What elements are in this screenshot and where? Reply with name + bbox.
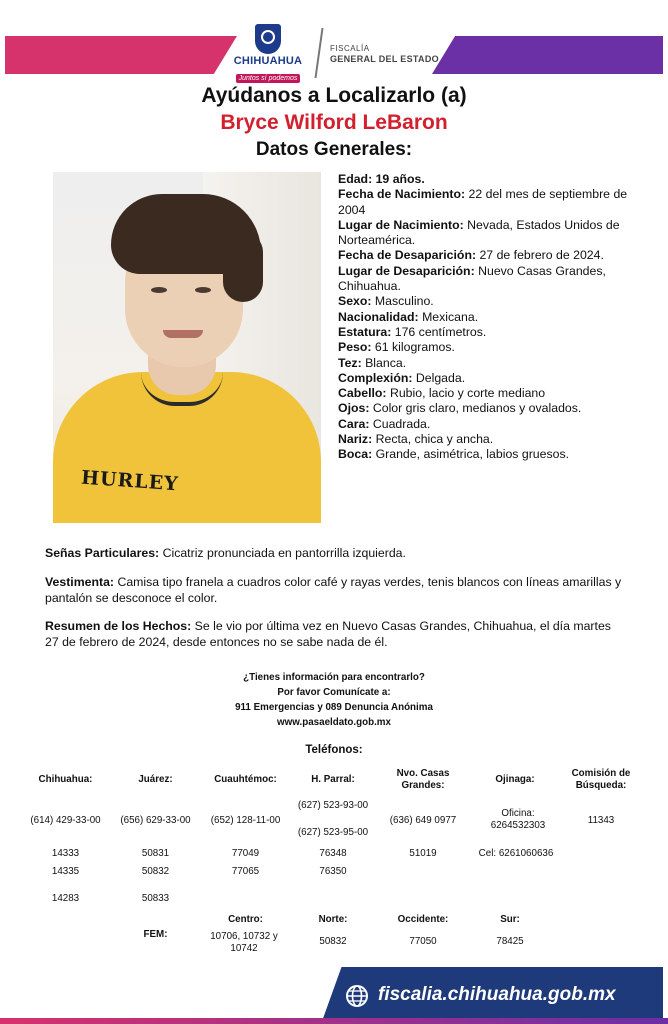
detail-fecha-nacimiento <box>338 187 638 218</box>
detail-sexo <box>338 294 638 309</box>
chihuahua-logo <box>232 24 304 85</box>
phone-header-juarez: Juárez: <box>138 774 173 785</box>
section-title: Datos Generales: <box>255 139 413 160</box>
phone-ojinaga-cell: Cel: 6261060636 <box>478 848 554 859</box>
header-divider <box>314 28 323 78</box>
ext-parral-1: 76348 <box>319 848 347 859</box>
detail-value: Blanca. <box>365 355 407 370</box>
ext-juarez-1: 50831 <box>141 848 170 859</box>
phone-header-chihuahua: Chihuahua: <box>38 774 93 785</box>
footer-strip <box>0 1018 668 1024</box>
resumen-value: Se le vio por última vez en Nuevo Casas Grandes, Chihuahua, el día martes 27 de febrero de 2024, desde entonces no se sabe nada de él. <box>45 619 611 649</box>
senas-particulares <box>45 545 625 561</box>
ext-juarez-3: 50833 <box>141 893 170 904</box>
emergency-numbers: 911 Emergencias y 089 Denuncia Anónima <box>235 702 433 713</box>
details-list <box>338 172 638 463</box>
ext-cuauhtemoc-2: 77065 <box>231 866 260 877</box>
logo-name: CHIHUAHUA <box>233 55 303 67</box>
detail-value: Nuevo Casas Grandes, Chihuahua. <box>338 263 606 294</box>
phone-cuauhtemoc-main: (652) 128-11-00 <box>210 815 281 826</box>
phone-header-centro: Centro: <box>228 914 263 925</box>
detail-value: Rubio, lacio y corte mediano <box>389 386 546 401</box>
phone-ojinaga-office: Oficina: 6264532303 <box>490 808 546 831</box>
detail-label: Complexión: <box>338 370 413 385</box>
ext-centro: 10706, 10732 y 10742 <box>210 931 278 954</box>
phone-header-nvo-casas: Nvo. Casas Grandes: <box>396 768 450 791</box>
agency-name <box>330 43 439 65</box>
photo-hair-side <box>223 232 263 302</box>
phone-header-occidente: Occidente: <box>397 914 449 925</box>
contact-question: ¿Tienes información para encontrarlo? <box>243 672 425 683</box>
detail-label: Boca: <box>338 447 373 462</box>
person-photo <box>53 172 321 523</box>
photo-eye-left <box>151 287 167 293</box>
resumen-hechos <box>45 618 625 650</box>
detail-label: Edad: <box>338 172 373 186</box>
shirt-logo-text: HURLEY <box>80 466 180 496</box>
page-title: Ayúdanos a Localizarlo (a) <box>201 84 467 107</box>
ext-sur: 78425 <box>496 936 524 947</box>
detail-label: Nariz: <box>338 432 373 447</box>
ext-chihuahua-3: 14283 <box>51 893 80 904</box>
phone-chihuahua-main: (614) 429-33-00 <box>30 815 101 826</box>
phone-header-parral: H. Parral: <box>311 774 355 785</box>
phone-parral-main: (627) 523-93-00 <box>297 800 369 811</box>
phones-title: Teléfonos: <box>305 744 363 756</box>
detail-complexion <box>338 371 638 386</box>
vestimenta <box>45 574 625 606</box>
header-band-right <box>432 36 663 74</box>
ext-cuauhtemoc-1: 77049 <box>231 848 260 859</box>
phone-comision-main: 11343 <box>587 815 615 826</box>
detail-label: Estatura: <box>338 324 392 339</box>
globe-icon <box>345 984 369 1008</box>
detail-value: Nevada, Estados Unidos de Norteamérica. <box>338 217 620 248</box>
detail-label: Lugar de Nacimiento: <box>338 217 464 232</box>
agency-line1: FISCALÍA <box>330 44 370 53</box>
phone-header-comision: Comisión de Búsqueda: <box>571 768 631 791</box>
detail-cara <box>338 417 638 432</box>
detail-ojos <box>338 401 638 416</box>
detail-lugar-desaparicion <box>338 264 638 295</box>
detail-cabello <box>338 386 638 401</box>
detail-peso <box>338 340 638 355</box>
detail-label: Cara: <box>338 416 370 431</box>
phone-header-ojinaga: Ojinaga: <box>495 774 535 785</box>
detail-value: Mexicana. <box>422 309 479 324</box>
contact-request: Por favor Comunícate a: <box>277 687 391 698</box>
senas-value: Cicatriz pronunciada en pantorrilla izquierda. <box>162 546 406 560</box>
detail-value: Delgada. <box>415 370 466 385</box>
ext-chihuahua-1: 14333 <box>51 848 80 859</box>
detail-label: Peso: <box>338 340 372 355</box>
ext-parral-2: 76350 <box>319 866 347 877</box>
resumen-label: Resumen de los Hechos: <box>45 619 192 633</box>
detail-estatura <box>338 325 638 340</box>
detail-label: Lugar de Desaparición: <box>338 263 475 278</box>
phone-header-cuauhtemoc: Cuauhtémoc: <box>214 774 277 785</box>
footer-website-link[interactable]: fiscalia.chihuahua.gob.mx <box>378 984 616 1005</box>
detail-value: Masculino. <box>374 294 434 309</box>
detail-boca <box>338 447 638 462</box>
person-name: Bryce Wilford LeBaron <box>220 111 448 134</box>
detail-lugar-nacimiento <box>338 218 638 249</box>
detail-value: Recta, chica y ancha. <box>375 432 494 447</box>
detail-nariz <box>338 432 638 447</box>
shield-icon <box>255 24 281 54</box>
senas-label: Señas Particulares: <box>45 546 160 560</box>
detail-value: 22 del mes de septiembre de 2004 <box>338 187 628 217</box>
phone-parral-alt: (627) 523-95-00 <box>297 827 369 838</box>
contact-website-link[interactable]: www.pasaeldato.gob.mx <box>277 717 391 728</box>
detail-label: Cabello: <box>338 386 387 401</box>
ext-occidente: 77050 <box>409 936 437 947</box>
ext-chihuahua-2: 14335 <box>51 866 80 877</box>
agency-line2: GENERAL DEL ESTADO <box>330 54 439 64</box>
detail-label: Nacionalidad: <box>338 309 419 324</box>
ext-juarez-2: 50832 <box>141 866 170 877</box>
detail-value: 61 kilogramos. <box>374 340 455 355</box>
detail-tez <box>338 356 638 371</box>
detail-value: Grande, asimétrica, labios gruesos. <box>375 447 570 462</box>
vestimenta-value: Camisa tipo franela a cuadros color café y rayas verdes, tenis blancos con líneas amarillas y pantalón se desconoce el color. <box>45 575 622 605</box>
detail-value: Color gris claro, medianos y ovalados. <box>372 401 582 416</box>
detail-value: 27 de febrero de 2024. <box>479 248 604 263</box>
logo-tagline: Juntos sí podemos <box>236 74 301 83</box>
detail-label: Ojos: <box>338 401 370 416</box>
phone-header-fem: FEM: <box>143 929 168 940</box>
detail-value: Cuadrada. <box>372 416 431 431</box>
detail-nacionalidad <box>338 310 638 325</box>
detail-label: Sexo: <box>338 294 372 309</box>
vestimenta-label: Vestimenta: <box>45 575 115 589</box>
phone-header-norte: Norte: <box>318 914 348 925</box>
detail-label: Fecha de Desaparición: <box>338 248 477 263</box>
detail-value: 176 centímetros. <box>394 324 487 339</box>
detail-label: Tez: <box>338 355 362 370</box>
phone-juarez-main: (656) 629-33-00 <box>120 815 191 826</box>
detail-value: 19 años. <box>375 172 425 186</box>
detail-edad <box>338 172 638 187</box>
ext-norte: 50832 <box>319 936 347 947</box>
photo-eye-right <box>195 287 211 293</box>
detail-label: Fecha de Nacimiento: <box>338 187 466 202</box>
phone-header-sur: Sur: <box>500 914 520 925</box>
detail-fecha-desaparicion <box>338 248 638 263</box>
photo-mouth <box>163 330 203 338</box>
header-band-left <box>5 36 237 74</box>
ext-nvo-casas-1: 51019 <box>409 848 437 859</box>
phone-nvo-casas-main: (636) 649 0977 <box>389 815 457 826</box>
